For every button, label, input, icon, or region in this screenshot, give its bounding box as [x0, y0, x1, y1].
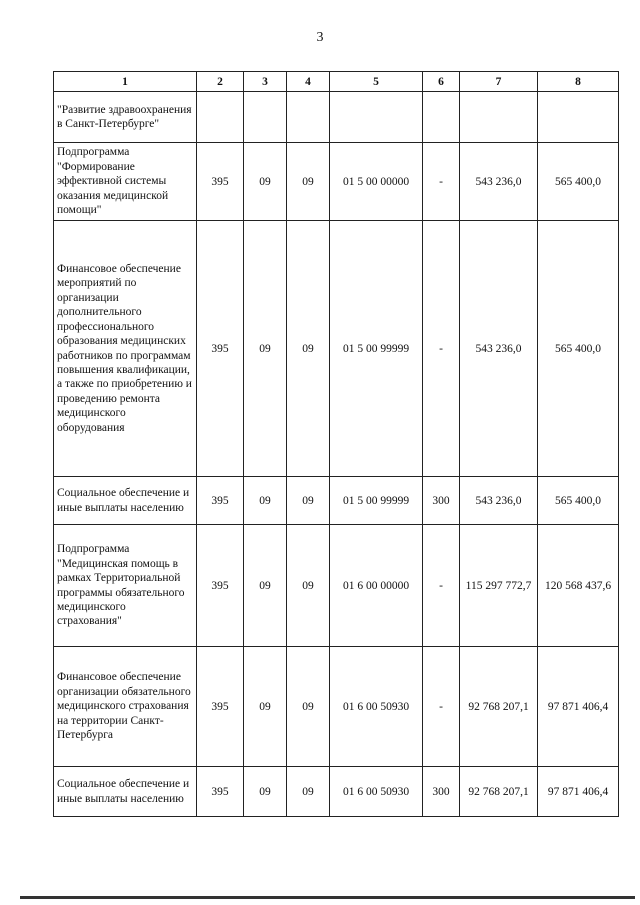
table-row — [54, 221, 619, 477]
cell-sum-2 — [538, 92, 619, 143]
column-header: 3 — [244, 72, 287, 92]
cell-vr: 300 — [423, 767, 460, 817]
row-name: Социальное обеспечение и иные выплаты населению — [54, 767, 197, 817]
cell-sum-2: 565 400,0 — [538, 477, 619, 525]
cell-rz: 09 — [244, 647, 287, 767]
cell-sum-2: 120 568 437,6 — [538, 525, 619, 647]
cell-rz: 09 — [244, 477, 287, 525]
column-header: 7 — [460, 72, 538, 92]
cell-sum-1 — [460, 92, 538, 143]
cell-sum-2: 565 400,0 — [538, 221, 619, 477]
table-header-row — [54, 72, 619, 92]
cell-pr — [287, 92, 330, 143]
column-header: 4 — [287, 72, 330, 92]
cell-vr — [423, 92, 460, 143]
table-row — [54, 143, 619, 221]
cell-csr: 01 6 00 50930 — [330, 647, 423, 767]
cell-rz: 09 — [244, 525, 287, 647]
cell-vr: 300 — [423, 477, 460, 525]
cell-sum-1: 543 236,0 — [460, 221, 538, 477]
cell-ved: 395 — [197, 477, 244, 525]
column-header: 5 — [330, 72, 423, 92]
cell-csr: 01 5 00 99999 — [330, 477, 423, 525]
cell-csr: 01 6 00 50930 — [330, 767, 423, 817]
cell-csr: 01 5 00 00000 — [330, 143, 423, 221]
cell-ved: 395 — [197, 767, 244, 817]
cell-pr: 09 — [287, 767, 330, 817]
scan-edge-line — [20, 896, 635, 899]
cell-csr: 01 6 00 00000 — [330, 525, 423, 647]
table-row — [54, 525, 619, 647]
cell-pr: 09 — [287, 143, 330, 221]
column-header: 6 — [423, 72, 460, 92]
table-row — [54, 767, 619, 817]
cell-rz: 09 — [244, 143, 287, 221]
column-header: 8 — [538, 72, 619, 92]
column-header: 1 — [54, 72, 197, 92]
row-name: Социальное обеспечение и иные выплаты населению — [54, 477, 197, 525]
table-row — [54, 477, 619, 525]
cell-csr: 01 5 00 99999 — [330, 221, 423, 477]
cell-rz: 09 — [244, 221, 287, 477]
cell-ved: 395 — [197, 143, 244, 221]
cell-ved: 395 — [197, 647, 244, 767]
cell-pr: 09 — [287, 647, 330, 767]
cell-rz: 09 — [244, 767, 287, 817]
cell-pr: 09 — [287, 477, 330, 525]
cell-pr: 09 — [287, 221, 330, 477]
row-name: "Развитие здравоохранения в Санкт-Петербурге" — [54, 92, 197, 143]
cell-pr: 09 — [287, 525, 330, 647]
cell-sum-1: 543 236,0 — [460, 143, 538, 221]
cell-ved: 395 — [197, 525, 244, 647]
cell-vr: - — [423, 647, 460, 767]
column-header: 2 — [197, 72, 244, 92]
table-row — [54, 647, 619, 767]
cell-sum-1: 92 768 207,1 — [460, 647, 538, 767]
cell-sum-2: 97 871 406,4 — [538, 767, 619, 817]
cell-vr: - — [423, 221, 460, 477]
cell-sum-2: 97 871 406,4 — [538, 647, 619, 767]
row-name: Подпрограмма "Медицинская помощь в рамках Территориальной программы обязательного медицинского страхования" — [54, 525, 197, 647]
cell-vr: - — [423, 525, 460, 647]
budget-table — [53, 71, 619, 817]
cell-vr: - — [423, 143, 460, 221]
table-row — [54, 92, 619, 143]
cell-csr — [330, 92, 423, 143]
cell-ved: 395 — [197, 221, 244, 477]
cell-rz — [244, 92, 287, 143]
cell-sum-1: 543 236,0 — [460, 477, 538, 525]
cell-ved — [197, 92, 244, 143]
row-name: Финансовое обеспечение организации обязательного медицинского страхования на территории Санкт-Петербурга — [54, 647, 197, 767]
cell-sum-1: 115 297 772,7 — [460, 525, 538, 647]
row-name: Финансовое обеспечение мероприятий по организации дополнительного профессионального образования медицинских работников по программам повышения квалификации, а также по приобретению и проведению ремонта медицинского оборудования — [54, 221, 197, 477]
row-name: Подпрограмма "Формирование эффективной системы оказания медицинской помощи" — [54, 143, 197, 221]
cell-sum-2: 565 400,0 — [538, 143, 619, 221]
page-number: 3 — [316, 30, 324, 45]
cell-sum-1: 92 768 207,1 — [460, 767, 538, 817]
